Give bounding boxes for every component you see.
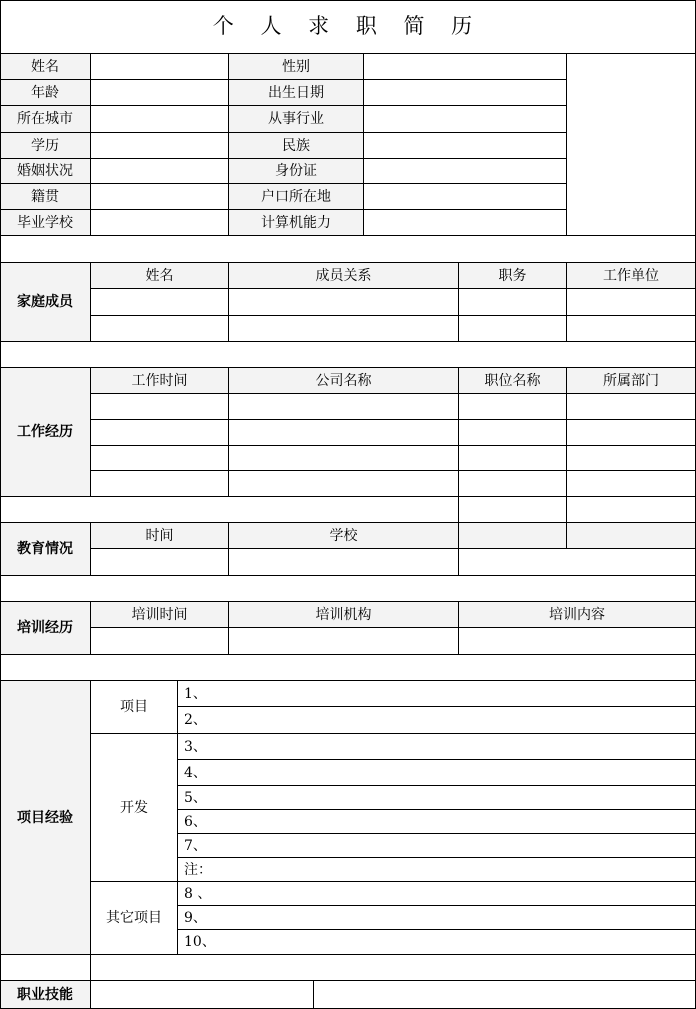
marital-label: 婚姻状况 <box>0 159 91 184</box>
hukou-label: 户口所在地 <box>229 184 364 210</box>
hukou-field[interactable] <box>364 184 567 210</box>
school-label: 毕业学校 <box>0 210 91 236</box>
native-label: 籍贯 <box>0 184 91 210</box>
family-cell[interactable] <box>229 289 459 316</box>
family-cell[interactable] <box>229 316 459 342</box>
name-field[interactable] <box>91 54 229 80</box>
training-cell[interactable] <box>91 628 229 655</box>
work-cell[interactable] <box>459 471 567 497</box>
family-section-label: 家庭成员 <box>0 263 91 342</box>
training-header-time: 培训时间 <box>91 602 229 628</box>
training-header-org: 培训机构 <box>229 602 459 628</box>
work-cell[interactable] <box>567 446 696 471</box>
project-line[interactable]: 3、 <box>178 734 696 760</box>
family-cell[interactable] <box>459 289 567 316</box>
education-header-time: 时间 <box>91 523 229 549</box>
project-line[interactable]: 6、 <box>178 810 696 834</box>
work-header-department: 所属部门 <box>567 368 696 394</box>
skills-field[interactable] <box>91 981 314 1009</box>
projects-section-label: 项目经验 <box>0 681 91 955</box>
work-cell[interactable] <box>229 471 459 497</box>
ethnicity-field[interactable] <box>364 133 567 159</box>
work-header-time: 工作时间 <box>91 368 229 394</box>
family-cell[interactable] <box>567 289 696 316</box>
photo-box[interactable] <box>567 54 696 236</box>
work-cell[interactable] <box>91 394 229 420</box>
school-field[interactable] <box>91 210 229 236</box>
skills-section-label: 职业技能 <box>0 981 91 1009</box>
work-header-title: 职位名称 <box>459 368 567 394</box>
project-line[interactable]: 4、 <box>178 760 696 786</box>
family-cell[interactable] <box>567 316 696 342</box>
family-cell[interactable] <box>459 316 567 342</box>
spacer-cell <box>0 955 91 981</box>
spacer-row <box>0 497 459 523</box>
education-cell[interactable] <box>91 549 229 576</box>
education-header-blank <box>459 523 567 549</box>
id-label: 身份证 <box>229 159 364 184</box>
family-cell[interactable] <box>91 316 229 342</box>
project-line[interactable]: 9、 <box>178 906 696 930</box>
city-field[interactable] <box>91 106 229 133</box>
spacer-cell <box>91 955 696 981</box>
project-line[interactable]: 5、 <box>178 786 696 810</box>
industry-field[interactable] <box>364 106 567 133</box>
spacer-cell <box>567 497 696 523</box>
education-cell[interactable] <box>229 549 459 576</box>
project-line[interactable]: 8 、 <box>178 882 696 906</box>
work-cell[interactable] <box>91 446 229 471</box>
work-section-label: 工作经历 <box>0 368 91 497</box>
project-line[interactable]: 1、 <box>178 681 696 707</box>
family-header-name: 姓名 <box>91 263 229 289</box>
work-cell[interactable] <box>567 471 696 497</box>
project-group-other: 其它项目 <box>91 882 178 955</box>
training-cell[interactable] <box>459 628 696 655</box>
id-field[interactable] <box>364 159 567 184</box>
work-cell[interactable] <box>567 394 696 420</box>
family-header-relation: 成员关系 <box>229 263 459 289</box>
work-cell[interactable] <box>91 420 229 446</box>
birthdate-field[interactable] <box>364 80 567 106</box>
birthdate-label: 出生日期 <box>229 80 364 106</box>
city-label: 所在城市 <box>0 106 91 133</box>
computer-field[interactable] <box>364 210 567 236</box>
name-label: 姓名 <box>0 54 91 80</box>
education-field[interactable] <box>91 133 229 159</box>
marital-field[interactable] <box>91 159 229 184</box>
ethnicity-label: 民族 <box>229 133 364 159</box>
family-header-employer: 工作单位 <box>567 263 696 289</box>
project-note[interactable]: 注： <box>178 858 696 882</box>
work-cell[interactable] <box>567 420 696 446</box>
project-group-project: 项目 <box>91 681 178 734</box>
industry-label: 从事行业 <box>229 106 364 133</box>
education-section-label: 教育情况 <box>0 523 91 576</box>
spacer-row <box>0 236 696 263</box>
spacer-row <box>0 576 696 602</box>
work-cell[interactable] <box>229 394 459 420</box>
gender-field[interactable] <box>364 54 567 80</box>
skills-field[interactable] <box>314 981 696 1009</box>
family-cell[interactable] <box>91 289 229 316</box>
age-label: 年龄 <box>0 80 91 106</box>
education-header-school: 学校 <box>229 523 459 549</box>
spacer-row <box>0 342 696 368</box>
work-cell[interactable] <box>91 471 229 497</box>
spacer-cell <box>459 497 567 523</box>
age-field[interactable] <box>91 80 229 106</box>
family-header-position: 职务 <box>459 263 567 289</box>
native-field[interactable] <box>91 184 229 210</box>
project-line[interactable]: 7、 <box>178 834 696 858</box>
training-header-content: 培训内容 <box>459 602 696 628</box>
page-title: 个 人 求 职 简 历 <box>0 0 696 54</box>
training-cell[interactable] <box>229 628 459 655</box>
gender-label: 性别 <box>229 54 364 80</box>
work-cell[interactable] <box>229 420 459 446</box>
education-header-blank <box>567 523 696 549</box>
project-group-dev: 开发 <box>91 734 178 882</box>
work-cell[interactable] <box>229 446 459 471</box>
training-section-label: 培训经历 <box>0 602 91 655</box>
work-cell[interactable] <box>459 394 567 420</box>
work-cell[interactable] <box>459 420 567 446</box>
project-line[interactable]: 2、 <box>178 707 696 734</box>
education-cell[interactable] <box>459 549 696 576</box>
education-label: 学历 <box>0 133 91 159</box>
work-cell[interactable] <box>459 446 567 471</box>
computer-label: 计算机能力 <box>229 210 364 236</box>
project-line[interactable]: 10、 <box>178 930 696 955</box>
work-header-company: 公司名称 <box>229 368 459 394</box>
spacer-row <box>0 655 696 681</box>
